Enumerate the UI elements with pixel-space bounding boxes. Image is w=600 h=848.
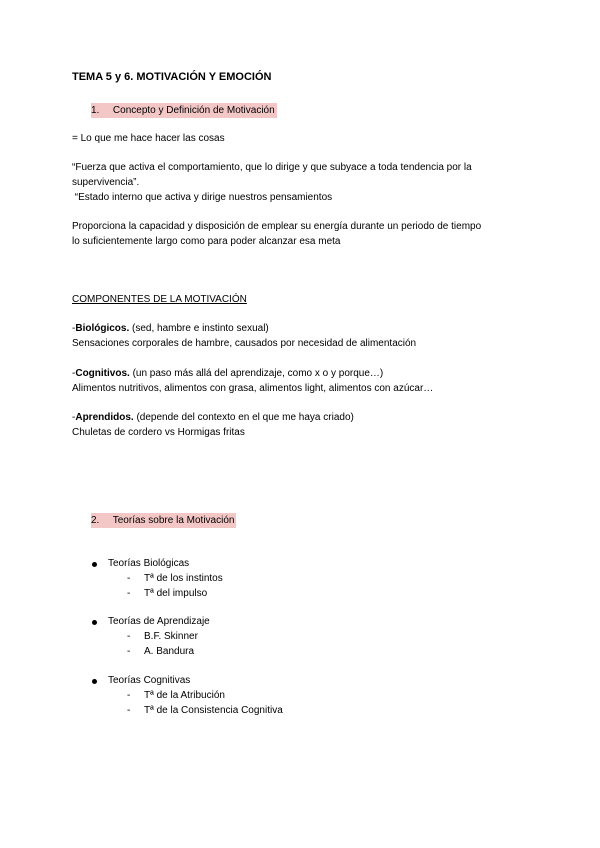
quote-line-3: “Estado interno que activa y dirige nuestros pensamientos	[72, 192, 333, 203]
theory-sub-item: B.F. Skinner	[144, 631, 198, 642]
section-2-heading	[91, 513, 236, 528]
component-name: Biológicos.	[75, 323, 130, 334]
dash-icon: -	[127, 631, 131, 642]
dash-icon: -	[127, 573, 131, 584]
dash-icon: -	[127, 705, 131, 716]
dash-icon: -	[127, 690, 131, 701]
theory-group-label: Teorías de Aprendizaje	[108, 616, 210, 627]
theory-sub-item: Tª de los instintos	[144, 573, 223, 584]
bullet-icon	[92, 562, 97, 567]
quote-line-1: “Fuerza que activa el comportamiento, que lo dirige y que subyace a toda tendencia por la	[72, 162, 472, 173]
theory-sub-item: Tª de la Atribución	[144, 690, 225, 701]
component-name: Cognitivos.	[75, 368, 130, 379]
component-desc: Sensaciones corporales de hambre, causados por necesidad de alimentación	[72, 338, 417, 349]
component-desc: Alimentos nutritivos, alimentos con grasa, alimentos light, alimentos con azúcar…	[72, 383, 434, 394]
bullet-icon	[92, 679, 97, 684]
component-biologicos	[72, 321, 269, 336]
component-prefix: -	[72, 368, 76, 379]
quote-line-2: supervivencia”.	[72, 177, 140, 188]
component-note: (un paso más allá del aprendizaje, como x o y porque…)	[129, 368, 384, 379]
component-name: Aprendidos.	[75, 412, 134, 423]
component-desc: Chuletas de cordero vs Hormigas fritas	[72, 427, 245, 438]
dash-icon: -	[127, 588, 131, 599]
component-cognitivos	[72, 366, 383, 381]
page-title: TEMA 5 y 6. MOTIVACIÓN Y EMOCIÓN	[72, 71, 272, 83]
component-prefix: -	[72, 323, 76, 334]
components-heading: COMPONENTES DE LA MOTIVACIÓN	[72, 294, 247, 305]
theory-group-label: Teorías Biológicas	[108, 558, 190, 569]
component-note: (sed, hambre e instinto sexual)	[129, 323, 269, 334]
component-note: (depende del contexto en el que me haya criado)	[133, 412, 354, 423]
theory-sub-item: Tª de la Consistencia Cognitiva	[144, 705, 283, 716]
theory-sub-item: Tª del impulso	[144, 588, 208, 599]
paragraph-line-1: Proporciona la capacidad y disposición de emplear su energía durante un periodo de tiempo	[72, 221, 482, 232]
dash-icon: -	[127, 646, 131, 657]
section-1-number: 1.	[91, 105, 100, 116]
section-2-title: Teorías sobre la Motivación	[112, 515, 235, 526]
bullet-icon	[92, 620, 97, 625]
section-1-heading	[91, 103, 277, 118]
component-aprendidos	[72, 410, 354, 425]
section-2-number: 2.	[91, 515, 100, 526]
paragraph-line-2: lo suficientemente largo como para poder alcanzar esa meta	[72, 236, 341, 247]
definition-line: = Lo que me hace hacer las cosas	[72, 133, 225, 144]
section-1-title: Concepto y Definición de Motivación	[112, 105, 275, 116]
component-prefix: -	[72, 412, 76, 423]
theory-group-label: Teorías Cognitivas	[108, 675, 191, 686]
theory-sub-item: A. Bandura	[144, 646, 195, 657]
